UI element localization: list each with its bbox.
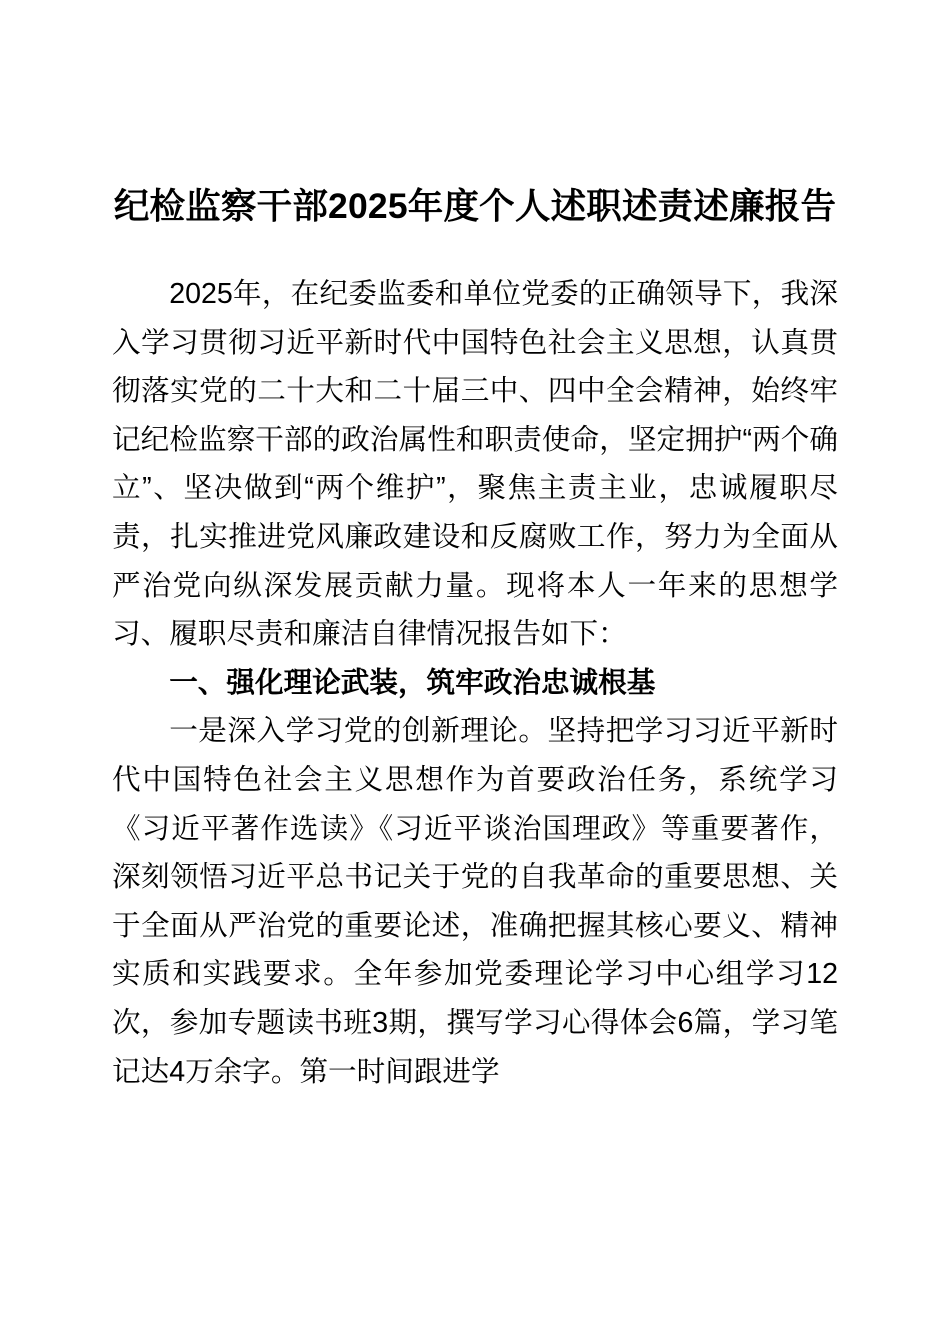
document-text-column: [112, 0, 838, 1096]
opening-paragraph: 2025年，在纪委监委和单位党委的正确领导下，我深入学习贯彻习近平新时代中国特色社会主义思想，认真贯彻落实党的二十大和二十届三中、四中全会精神，始终牢记纪检监察干部的政治属性和职责使命，坚定拥护“两个确立”、坚决做到“两个维护”，聚焦主责主业，忠诚履职尽责，扎实推进党风廉政建设和反腐败工作，努力为全面从严治党向纵深发展贡献力量。现将本人一年来的思想学习、履职尽责和廉洁自律情况报告如下：: [112, 278, 838, 651]
document-body: [112, 242, 838, 1096]
page-title-text: 纪检监察干部2025年度个人述职述责述廉报告: [113, 186, 837, 226]
page-title: [112, 0, 838, 242]
section-1-item-1: 一是深入学习党的创新理论。坚持把学习习近平新时代中国特色社会主义思想作为首要政治任务，系统学习《习近平著作选读》《习近平谈治国理政》等重要著作，深刻领悟习近平总书记关于党的自我革命的重要思想、关于全面从严治党的重要论述，准确把握其核心要义、精神实质和实践要求。全年参加党委理论学习中心组学习12次，参加专题读书班3期，撰写学习心得体会6篇，学习笔记达4万余字。第一时间跟进学: [112, 715, 838, 1088]
section-heading-1: 一、强化理论武装，筑牢政治忠诚根基: [169, 666, 656, 699]
